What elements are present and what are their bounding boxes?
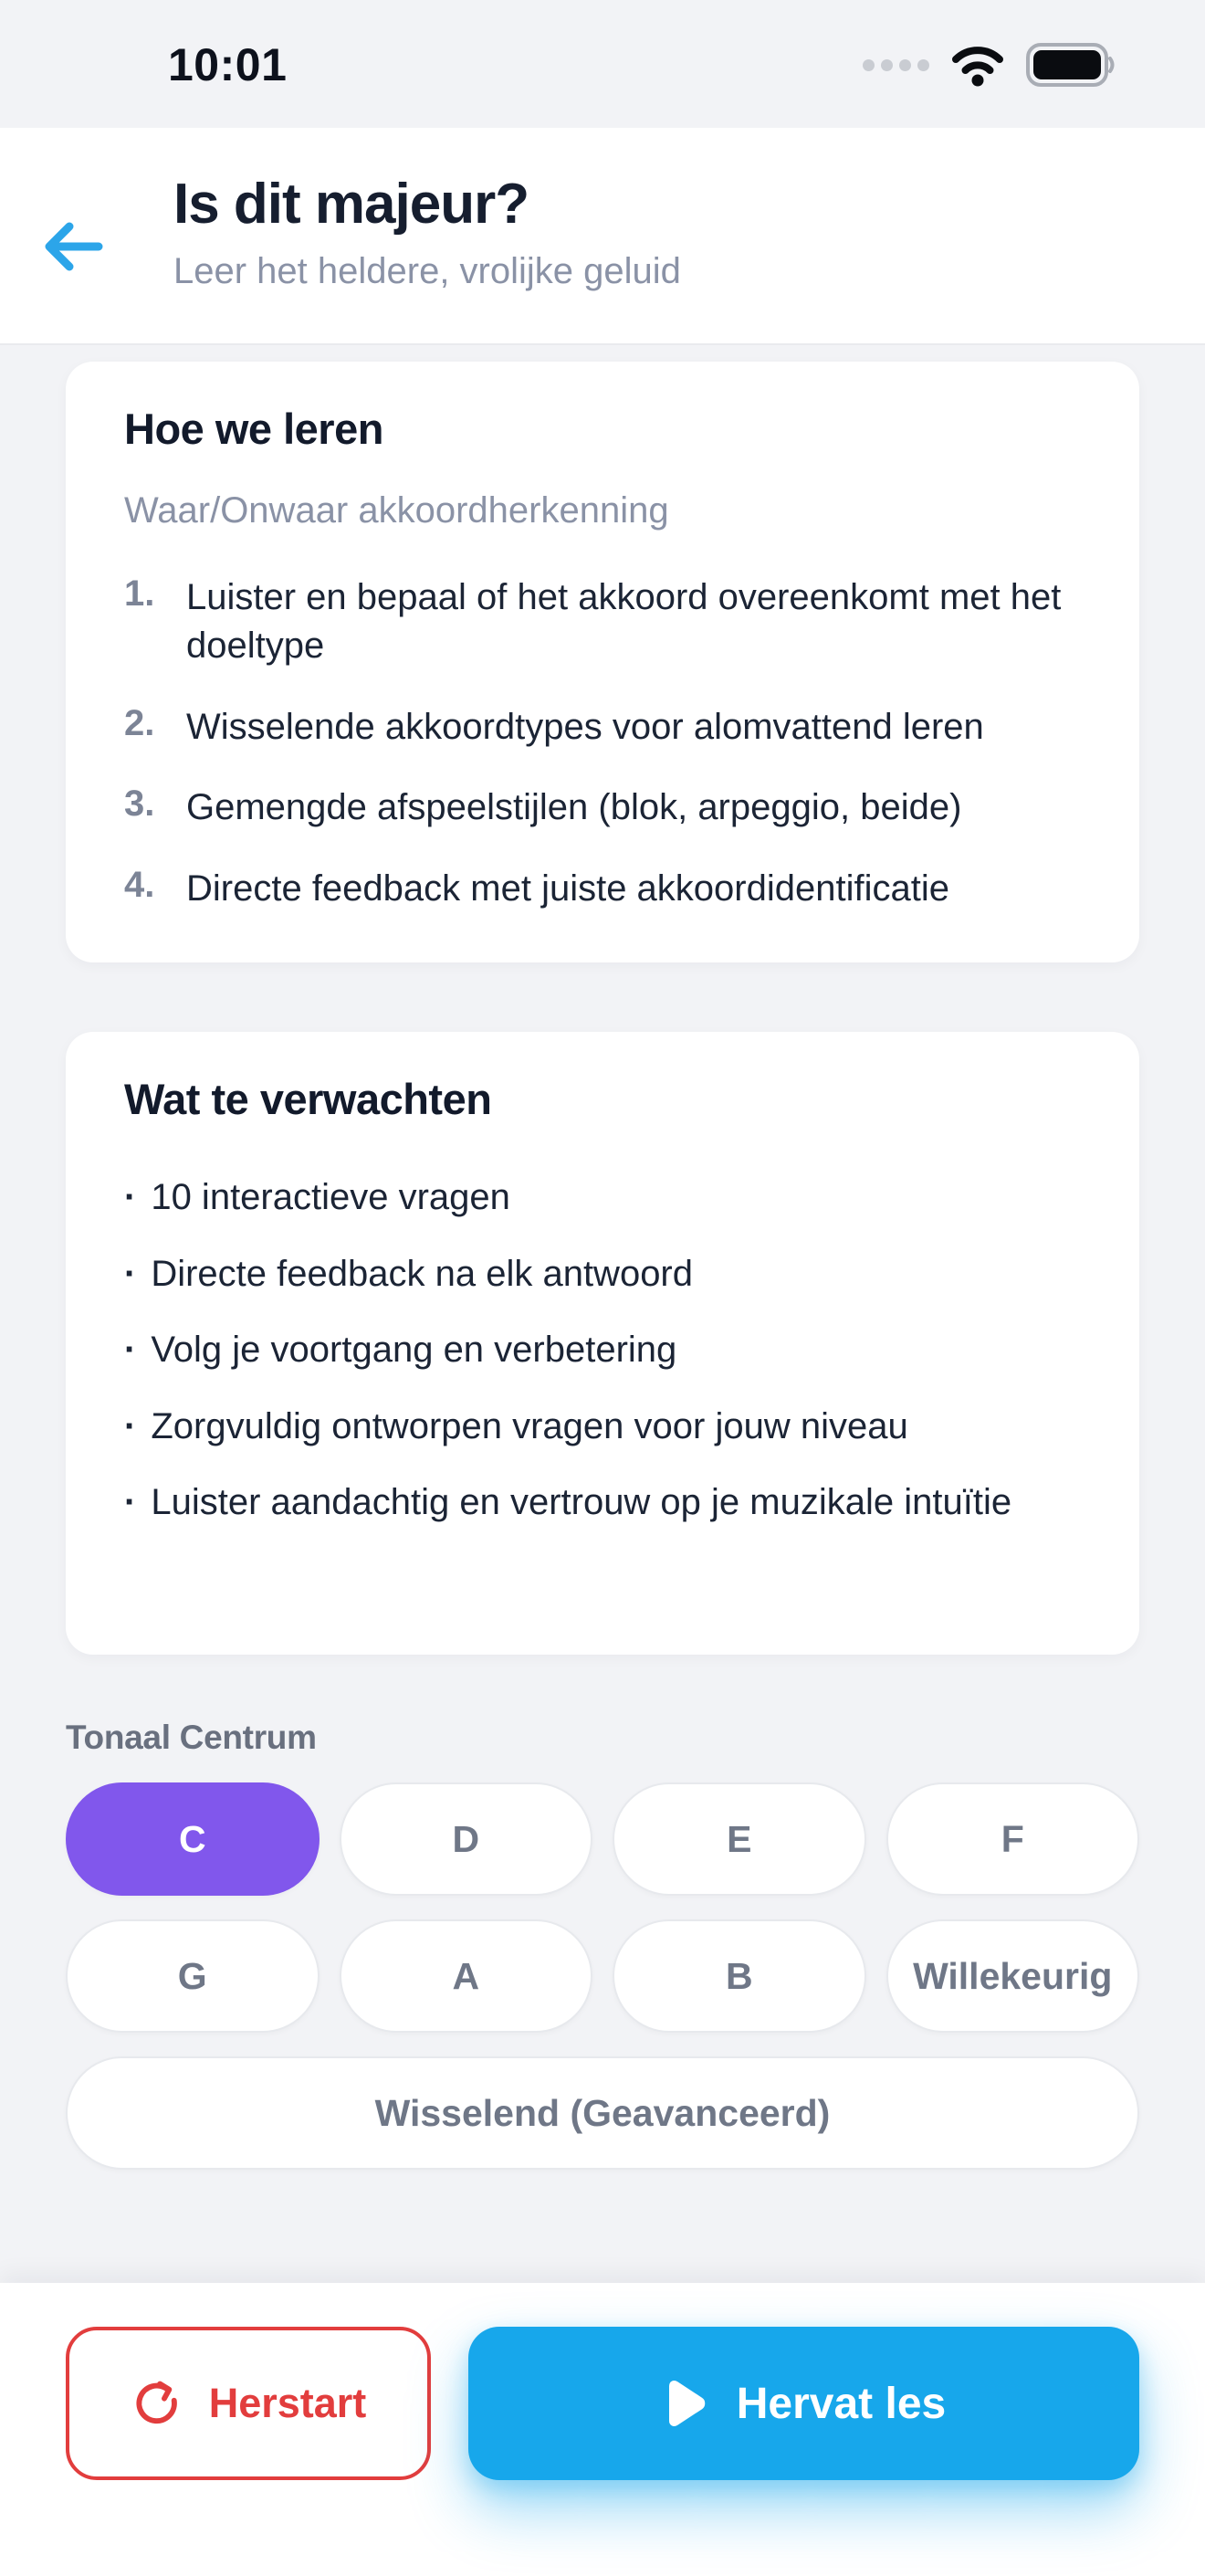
expect-card-title: Wat te verwachten [124, 1075, 492, 1123]
status-time: 10:01 [168, 39, 288, 90]
step-number: 3. [124, 783, 155, 825]
resume-lesson-button[interactable] [468, 2327, 1139, 2480]
tonal-option-f[interactable]: F [886, 1782, 1140, 1896]
tonal-option-g[interactable]: G [66, 1919, 320, 2033]
footer-bar [0, 2283, 1205, 2576]
bullet-text: Luister aandachtig en vertrouw op je muzikale intuïtie [151, 1482, 1012, 1523]
tonal-option-b[interactable]: B [613, 1919, 866, 2033]
step-number: 1. [124, 573, 155, 614]
how-card-title: Hoe we leren [124, 405, 383, 453]
restart-label: Herstart [208, 2380, 367, 2426]
status-icons [863, 42, 1117, 88]
step-number: 4. [124, 865, 155, 906]
tonal-option-d[interactable]: D [340, 1782, 593, 1896]
header [0, 128, 1205, 345]
cellular-signal-icon [863, 59, 929, 71]
status-bar [0, 0, 1205, 117]
restart-icon [131, 2376, 185, 2431]
tonal-option-random[interactable]: Willekeurig [886, 1919, 1140, 2033]
step-text: Gemengde afspeelstijlen (blok, arpeggio, beide) [186, 787, 962, 828]
step-text: Wisselende akkoordtypes voor alomvattend leren [186, 706, 984, 747]
bullet-dot: · [124, 1253, 137, 1294]
expectations-list [124, 1173, 1081, 1528]
step-text: Directe feedback met juiste akkoordidentificatie [186, 868, 949, 909]
play-icon [662, 2378, 709, 2429]
page-subtitle: Leer het heldere, vrolijke geluid [173, 251, 681, 291]
wifi-icon [949, 43, 1006, 87]
bullet-text: Volg je voortgang en verbetering [151, 1330, 677, 1371]
list-item [124, 1250, 1081, 1299]
tonal-option-alternating-advanced[interactable]: Wisselend (Geavanceerd) [66, 2056, 1139, 2170]
bullet-dot: · [124, 1405, 137, 1446]
bullet-dot: · [124, 1482, 137, 1523]
restart-button[interactable] [66, 2327, 431, 2480]
bullet-text: Zorgvuldig ontworpen vragen voor jouw niveau [151, 1405, 908, 1446]
tonal-center-row-2 [66, 1919, 1139, 2033]
battery-icon [1026, 42, 1117, 88]
step-text: Luister en bepaal of het akkoord overeenkomt met het doeltype [186, 577, 1062, 666]
list-item [124, 1173, 1081, 1223]
what-to-expect-card [66, 1032, 1139, 1655]
page-title: Is dit majeur? [173, 173, 529, 236]
bullet-text: Directe feedback na elk antwoord [151, 1253, 693, 1294]
bullet-text: 10 interactieve vragen [151, 1177, 510, 1217]
list-item [124, 1326, 1081, 1375]
bullet-dot: · [124, 1330, 137, 1371]
tonal-center-row-1 [66, 1782, 1139, 1896]
tonal-option-c[interactable]: C [66, 1782, 320, 1896]
tonal-center-label: Tonaal Centrum [66, 1719, 317, 1756]
resume-label: Hervat les [736, 2379, 947, 2428]
header-text [173, 172, 1123, 292]
how-card-subtitle: Waar/Onwaar akkoordherkenning [124, 490, 669, 531]
bullet-dot: · [124, 1177, 137, 1217]
tonal-option-a[interactable]: A [340, 1919, 593, 2033]
step-number: 2. [124, 702, 155, 743]
how-we-learn-card [66, 362, 1139, 962]
list-item [124, 1403, 1081, 1452]
learning-steps-list [124, 573, 1081, 913]
tonal-option-e[interactable]: E [613, 1782, 866, 1896]
back-button[interactable] [38, 212, 108, 281]
list-item [124, 1478, 1081, 1528]
